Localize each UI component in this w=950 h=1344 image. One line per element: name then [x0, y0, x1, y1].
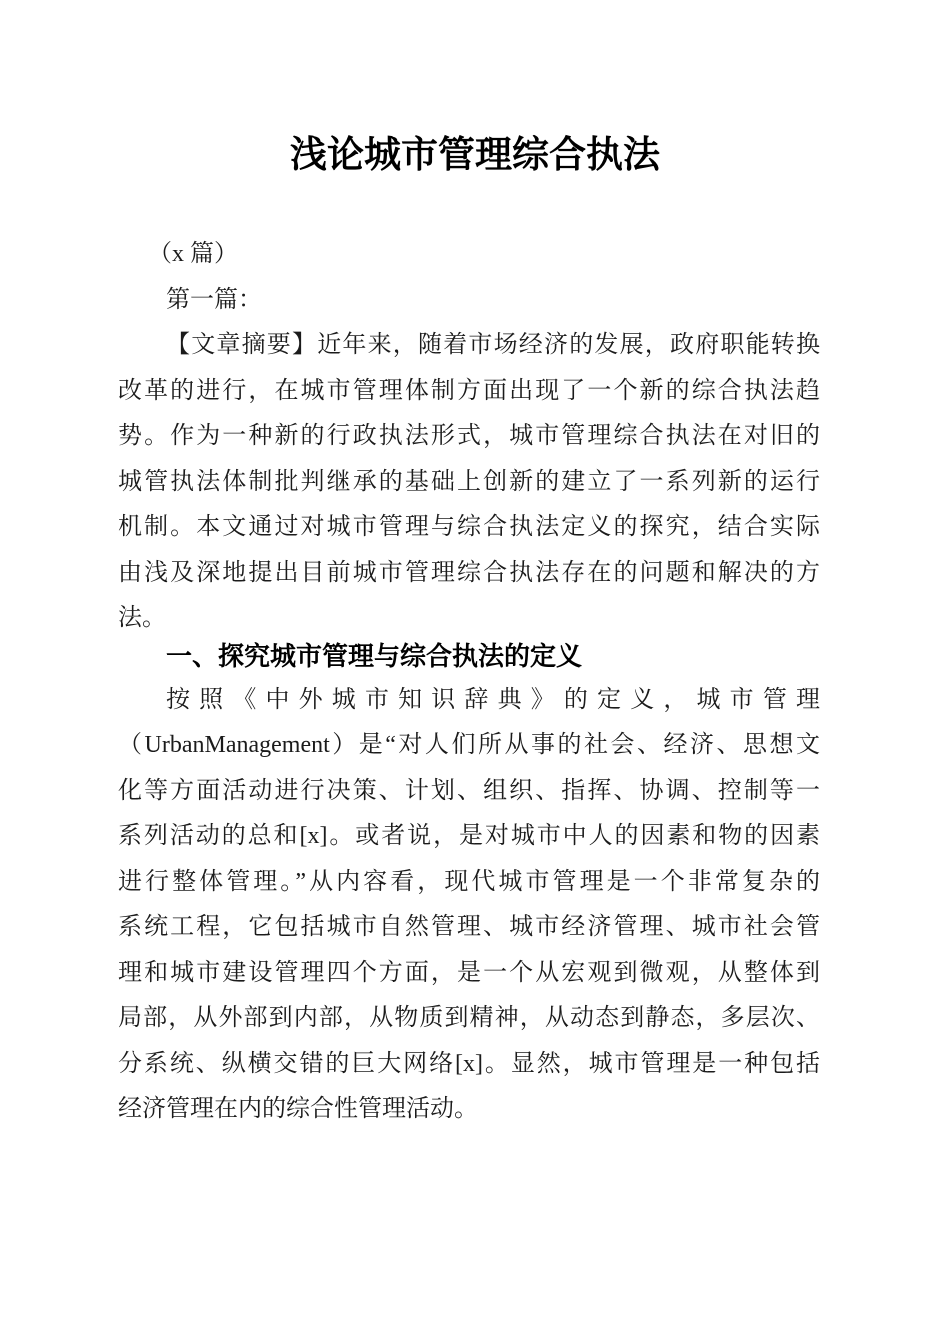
meta-line: （x 篇）	[148, 241, 238, 267]
text-line: 局部，从外部到内部，从物质到精神，从动态到静态，多层次、	[118, 1005, 820, 1031]
section-label: 第一篇：	[166, 286, 262, 313]
text-line: 法。	[118, 605, 166, 631]
text-line: 经济管理在内的综合性管理活动。	[118, 1096, 478, 1122]
text-line: 由浅及深地提出目前城市管理综合执法存在的问题和解决的方	[118, 559, 820, 586]
text-line: 化等方面活动进行决策、计划、组织、指挥、协调、控制等一	[118, 777, 820, 804]
text-line: 【文章摘要】近年来，随着市场经济的发展，政府职能转换	[166, 332, 820, 358]
text-line: 按照《中外城市知识辞典》的定义，城市管理	[166, 686, 820, 713]
text-line: 势。作为一种新的行政执法形式，城市管理综合执法在对旧的	[118, 423, 820, 449]
text-line: 系统工程，它包括城市自然管理、城市经济管理、城市社会管	[118, 914, 820, 940]
text-line: 进行整体管理。”从内容看，现代城市管理是一个非常复杂的	[118, 868, 820, 895]
text-line: 系列活动的总和[x]。或者说，是对城市中人的因素和物的因素	[118, 823, 820, 849]
text-line: 分系统、纵横交错的巨大网络[x]。显然，城市管理是一种包括	[118, 1050, 820, 1077]
text-line: （UrbanManagement）是“对人们所从事的社会、经济、思想文	[118, 732, 820, 758]
text-line: 城管执法体制批判继承的基础上创新的建立了一系列新的运行	[118, 468, 820, 495]
text-line: 理和城市建设管理四个方面，是一个从宏观到微观，从整体到	[118, 959, 820, 986]
text-line: 机制。本文通过对城市管理与综合执法定义的探究，结合实际	[118, 514, 820, 540]
section-heading: 一、探究城市管理与综合执法的定义	[166, 640, 583, 671]
text-line: 改革的进行，在城市管理体制方面出现了一个新的综合执法趋	[118, 377, 820, 404]
document-title: 浅论城市管理综合执法	[290, 135, 660, 176]
document-body	[118, 232, 820, 1133]
